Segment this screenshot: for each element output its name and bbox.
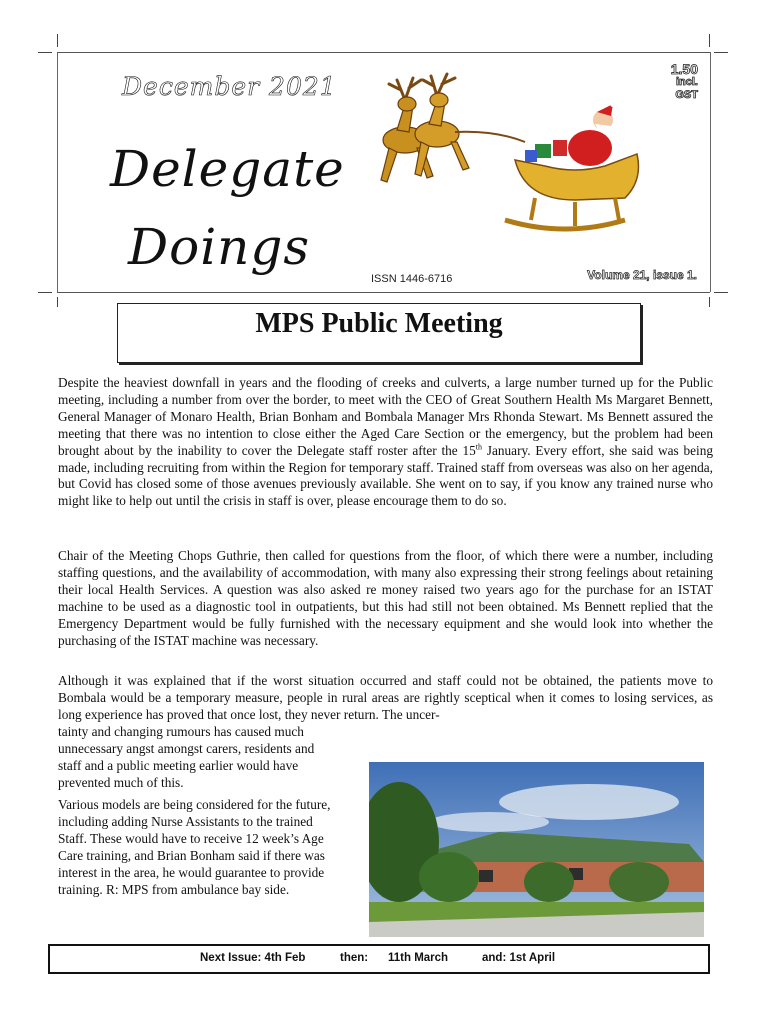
p1-superscript: th — [475, 442, 483, 452]
p1-text-a: Despite the heaviest downfall in years and the flooding of creeks and culverts, a large number turned up for the Public meeting, including a number from over the border, to meet with the CEO of Great Southern Health Ms Margaret Bennett, General Manager of Monaro Health, Brian Bonham and Bombala Manager Mrs Rhonda Stewart. Ms Bennett assured the meeting that there was no intention to close either the Aged Care Section or the emergency, but the problem had been brought about by the inability to cover the Delegate staff roster after the 15 — [58, 375, 713, 458]
issue-date: December 2021 — [122, 72, 337, 101]
footer-then-date: 11th March — [388, 952, 449, 964]
masthead-bottom-rule — [57, 292, 710, 293]
crop-mark-br-h — [714, 292, 728, 293]
crop-mark-tl-h — [38, 52, 52, 53]
issn-label: ISSN 1446-6716 — [371, 273, 453, 285]
volume-label: Volume 21, issue 1. — [587, 268, 697, 282]
price-note-gst: GST — [675, 89, 698, 101]
article-paragraph-4: Various models are being considered for the future, including adding Nurse Assistants to the trained Staff. These would have to receive 12 week’s Age Care training, and Brian Bonham said if there was interest in the area, he would guarantee to provide training. R: MPS from ambulance bay side. — [58, 797, 331, 897]
masthead-title-line1: Delegate — [110, 140, 345, 198]
p3-tail-text: tainty and changing rumours has caused much unnecessary angst amongst carers, residents and staff and a public meeting earlier would have prevented much of this. — [58, 724, 315, 790]
crop-mark-tl-v — [57, 34, 58, 47]
crop-mark-tr-h — [714, 52, 728, 53]
price-note-incl: incl. — [675, 76, 698, 88]
masthead-top-rule — [57, 52, 710, 53]
crop-mark-tr-v — [709, 34, 710, 47]
masthead-title-line2: Doings — [128, 218, 311, 276]
mps-building-photo — [369, 762, 704, 937]
p1-text-b: January. Every effort, she said was being made, including recruiting from within the Region for temporary staff. Trained staff from overseas was also on her agenda, but Covid has closed some of those avenues previously available. She went on to say, if you know any trained nurse who might like to help out until the crisis in staff is over, please encourage them to do so. — [58, 442, 713, 509]
crop-mark-bl-h — [38, 292, 52, 293]
headline-box — [117, 303, 641, 363]
crop-mark-br-v — [709, 297, 710, 307]
next-issue-footer — [48, 944, 710, 974]
crop-mark-bl-v — [57, 297, 58, 307]
article-headline: MPS Public Meeting — [255, 308, 503, 339]
footer-next-issue: Next Issue: 4th Feb — [200, 952, 306, 964]
article-paragraph-1 — [58, 375, 713, 510]
santa-sleigh-icon — [375, 70, 655, 250]
footer-then-label: then: — [340, 952, 369, 964]
price-amount: 1.50 — [670, 61, 698, 77]
footer-and-label: and: 1st April — [482, 952, 556, 964]
article-paragraph-3: Although it was explained that if the worst situation occurred and staff could not be obtained, the patients move to Bombala would be a temporary measure, people in rural areas are rightly sceptical when it comes to losing services, as long experience has proved that once lost, they never return. The uncer- — [58, 673, 713, 722]
article-paragraph-3-tail — [58, 724, 333, 792]
price-badge — [671, 63, 698, 102]
article-paragraph-2: Chair of the Meeting Chops Guthrie, then called for questions from the floor, of which there were a number, including staffing questions, and the availability of accommodation, with many also expressing their strong feelings about retaining their local Health Services. A question was also asked re money raised two years ago for the purchase for an ISTAT machine to be used as a diagnostic tool in outpatients, but this had still not been obtained. Ms Bennett replied that the Emergency Department would be fully furnished with the necessary equipment and she would look into whether the purchasing of the ISTAT machine was necessary. — [58, 548, 713, 648]
